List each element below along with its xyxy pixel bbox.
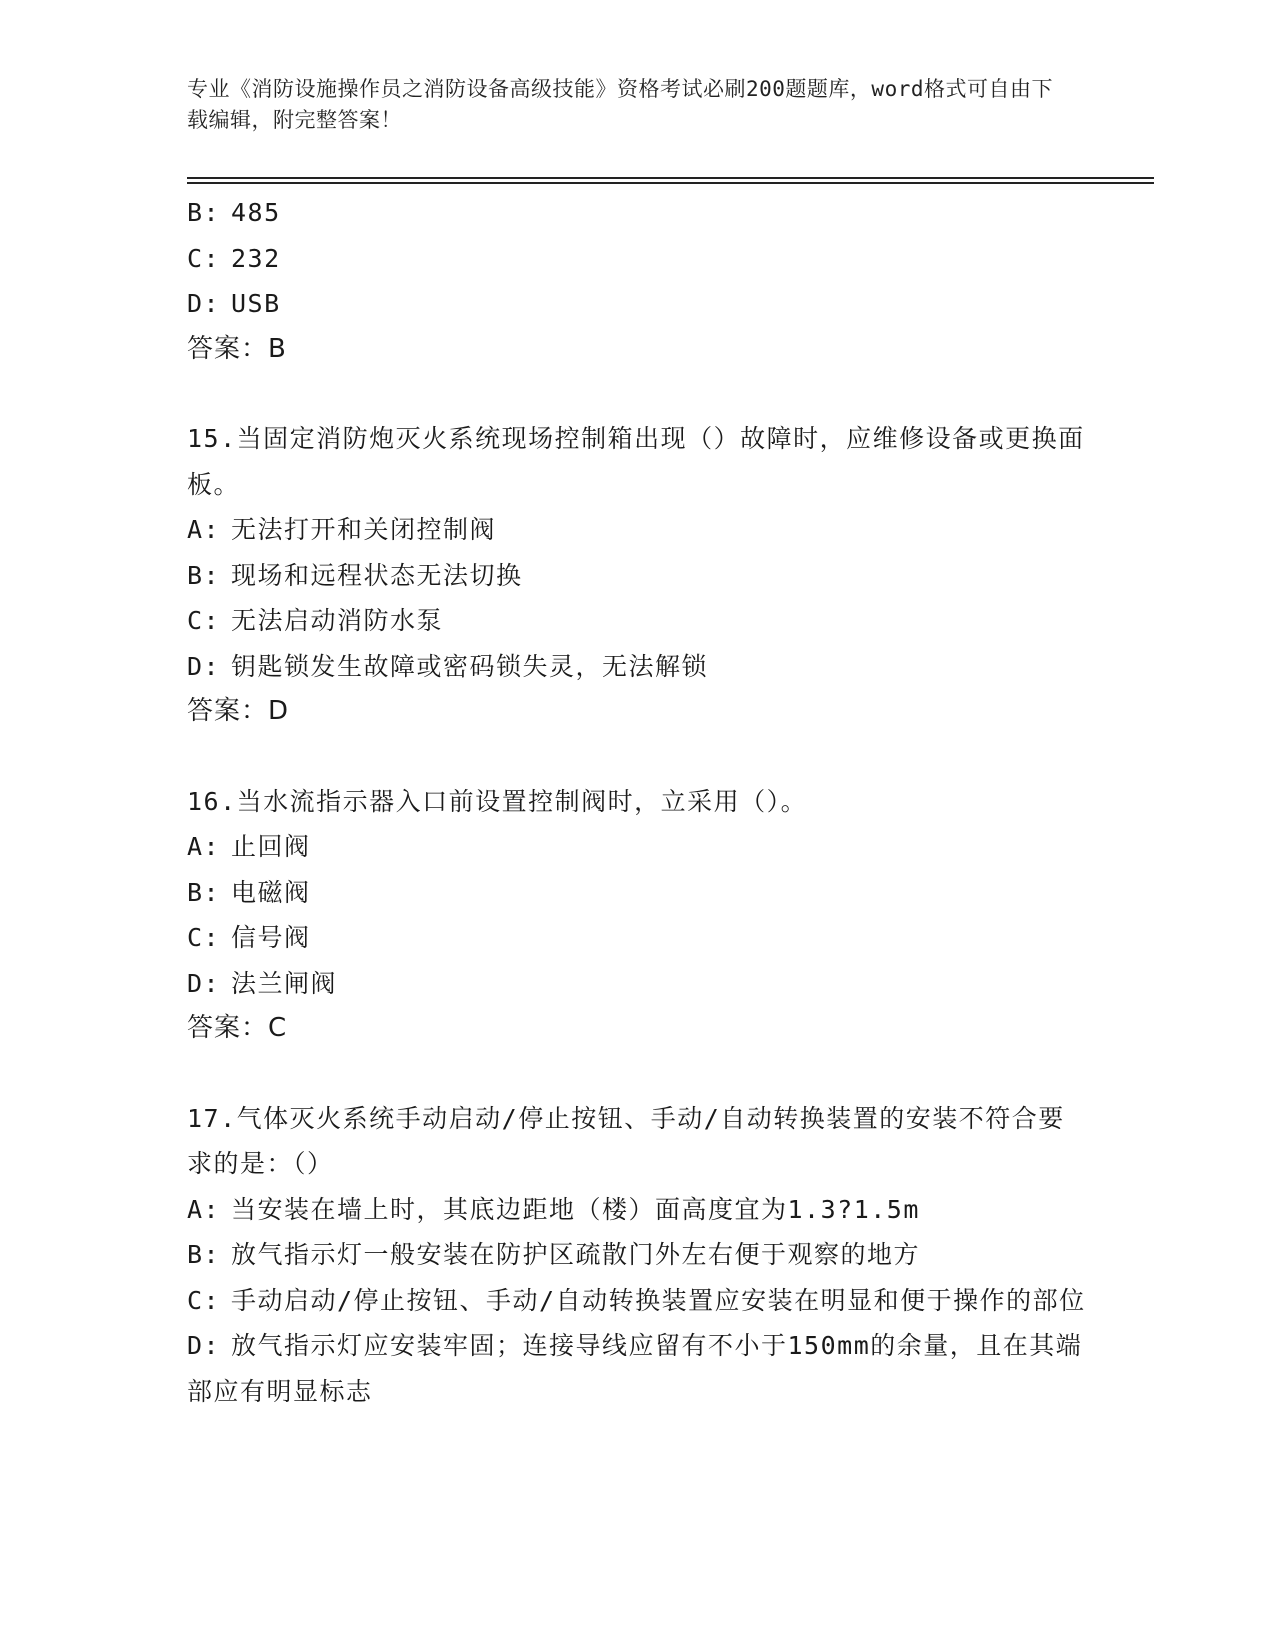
option-text: 放气指示灯应安装牢固；连接导线应留有不小于150mm的余量，且在其端部应有明显标志	[187, 1331, 1083, 1406]
option-d	[187, 961, 1087, 1007]
option-b	[187, 870, 1087, 916]
option-text: USB	[231, 289, 281, 318]
option-b	[187, 553, 1087, 599]
option-text: 无法打开和关闭控制阀	[231, 515, 497, 544]
option-text: 当安装在墙上时，其底边距地（楼）面高度宜为1.3?1.5m	[231, 1194, 920, 1224]
option-a	[187, 1187, 1087, 1233]
option-a	[187, 507, 1087, 553]
option-label: B:	[187, 198, 221, 227]
option-text: 485	[231, 198, 281, 227]
option-c	[187, 915, 1087, 961]
option-text: 现场和远程状态无法切换	[231, 560, 523, 590]
option-label: B:	[187, 560, 221, 590]
question-stem: 16.当水流指示器入口前设置控制阀时，立采用（）。	[187, 786, 808, 816]
option-label: C:	[187, 606, 221, 635]
option-text: 法兰闸阀	[231, 968, 338, 998]
option-c	[187, 236, 1087, 282]
option-label: A:	[187, 832, 221, 861]
option-text: 电磁阀	[231, 877, 311, 907]
option-text: 钥匙锁发生故障或密码锁失灵，无法解锁	[231, 651, 709, 681]
option-label: D:	[187, 1331, 221, 1360]
option-d	[187, 1323, 1087, 1414]
option-text: 信号阀	[231, 923, 311, 952]
answer-line: 答案：B	[187, 333, 287, 364]
option-b	[187, 1232, 1087, 1278]
option-label: A:	[187, 1194, 221, 1224]
answer-line: 答案：C	[187, 1013, 288, 1043]
option-label: D:	[187, 651, 221, 681]
question-spacer	[187, 372, 1087, 416]
option-label: C:	[187, 1285, 221, 1315]
option-label: B:	[187, 877, 221, 907]
option-label: A:	[187, 515, 221, 544]
document-header: 专业《消防设施操作员之消防设备高级技能》资格考试必刷200题题库，word格式可自由下载编辑，附完整答案！	[187, 77, 1053, 132]
option-text: 无法启动消防水泵	[231, 606, 444, 635]
question-stem: 17.气体灭火系统手动启动/停止按钮、手动/自动转换装置的安装不符合要求的是：（）	[187, 1103, 1065, 1178]
option-label: C:	[187, 243, 221, 273]
option-label: D:	[187, 968, 221, 998]
option-c	[187, 598, 1087, 644]
option-label: B:	[187, 1240, 221, 1269]
option-label: D:	[187, 289, 221, 318]
header-rule-top	[187, 177, 1154, 179]
question-stem: 15.当固定消防炮灭火系统现场控制箱出现（）故障时，应维修设备或更换面板。	[187, 424, 1085, 499]
option-d	[187, 281, 1087, 327]
question-spacer	[187, 735, 1087, 779]
option-text: 止回阀	[231, 832, 311, 861]
option-label: C:	[187, 923, 221, 952]
option-text: 232	[231, 243, 281, 273]
option-text: 手动启动/停止按钮、手动/自动转换装置应安装在明显和便于操作的部位	[231, 1285, 1086, 1315]
option-b	[187, 190, 1087, 236]
option-d	[187, 644, 1087, 690]
answer-line: 答案：D	[187, 696, 290, 726]
option-text: 放气指示灯一般安装在防护区疏散门外左右便于观察的地方	[231, 1240, 921, 1269]
question-spacer	[187, 1052, 1087, 1096]
option-c	[187, 1278, 1087, 1324]
question-content	[187, 190, 1087, 1414]
option-a	[187, 824, 1087, 870]
header-rule-bottom	[187, 182, 1154, 184]
